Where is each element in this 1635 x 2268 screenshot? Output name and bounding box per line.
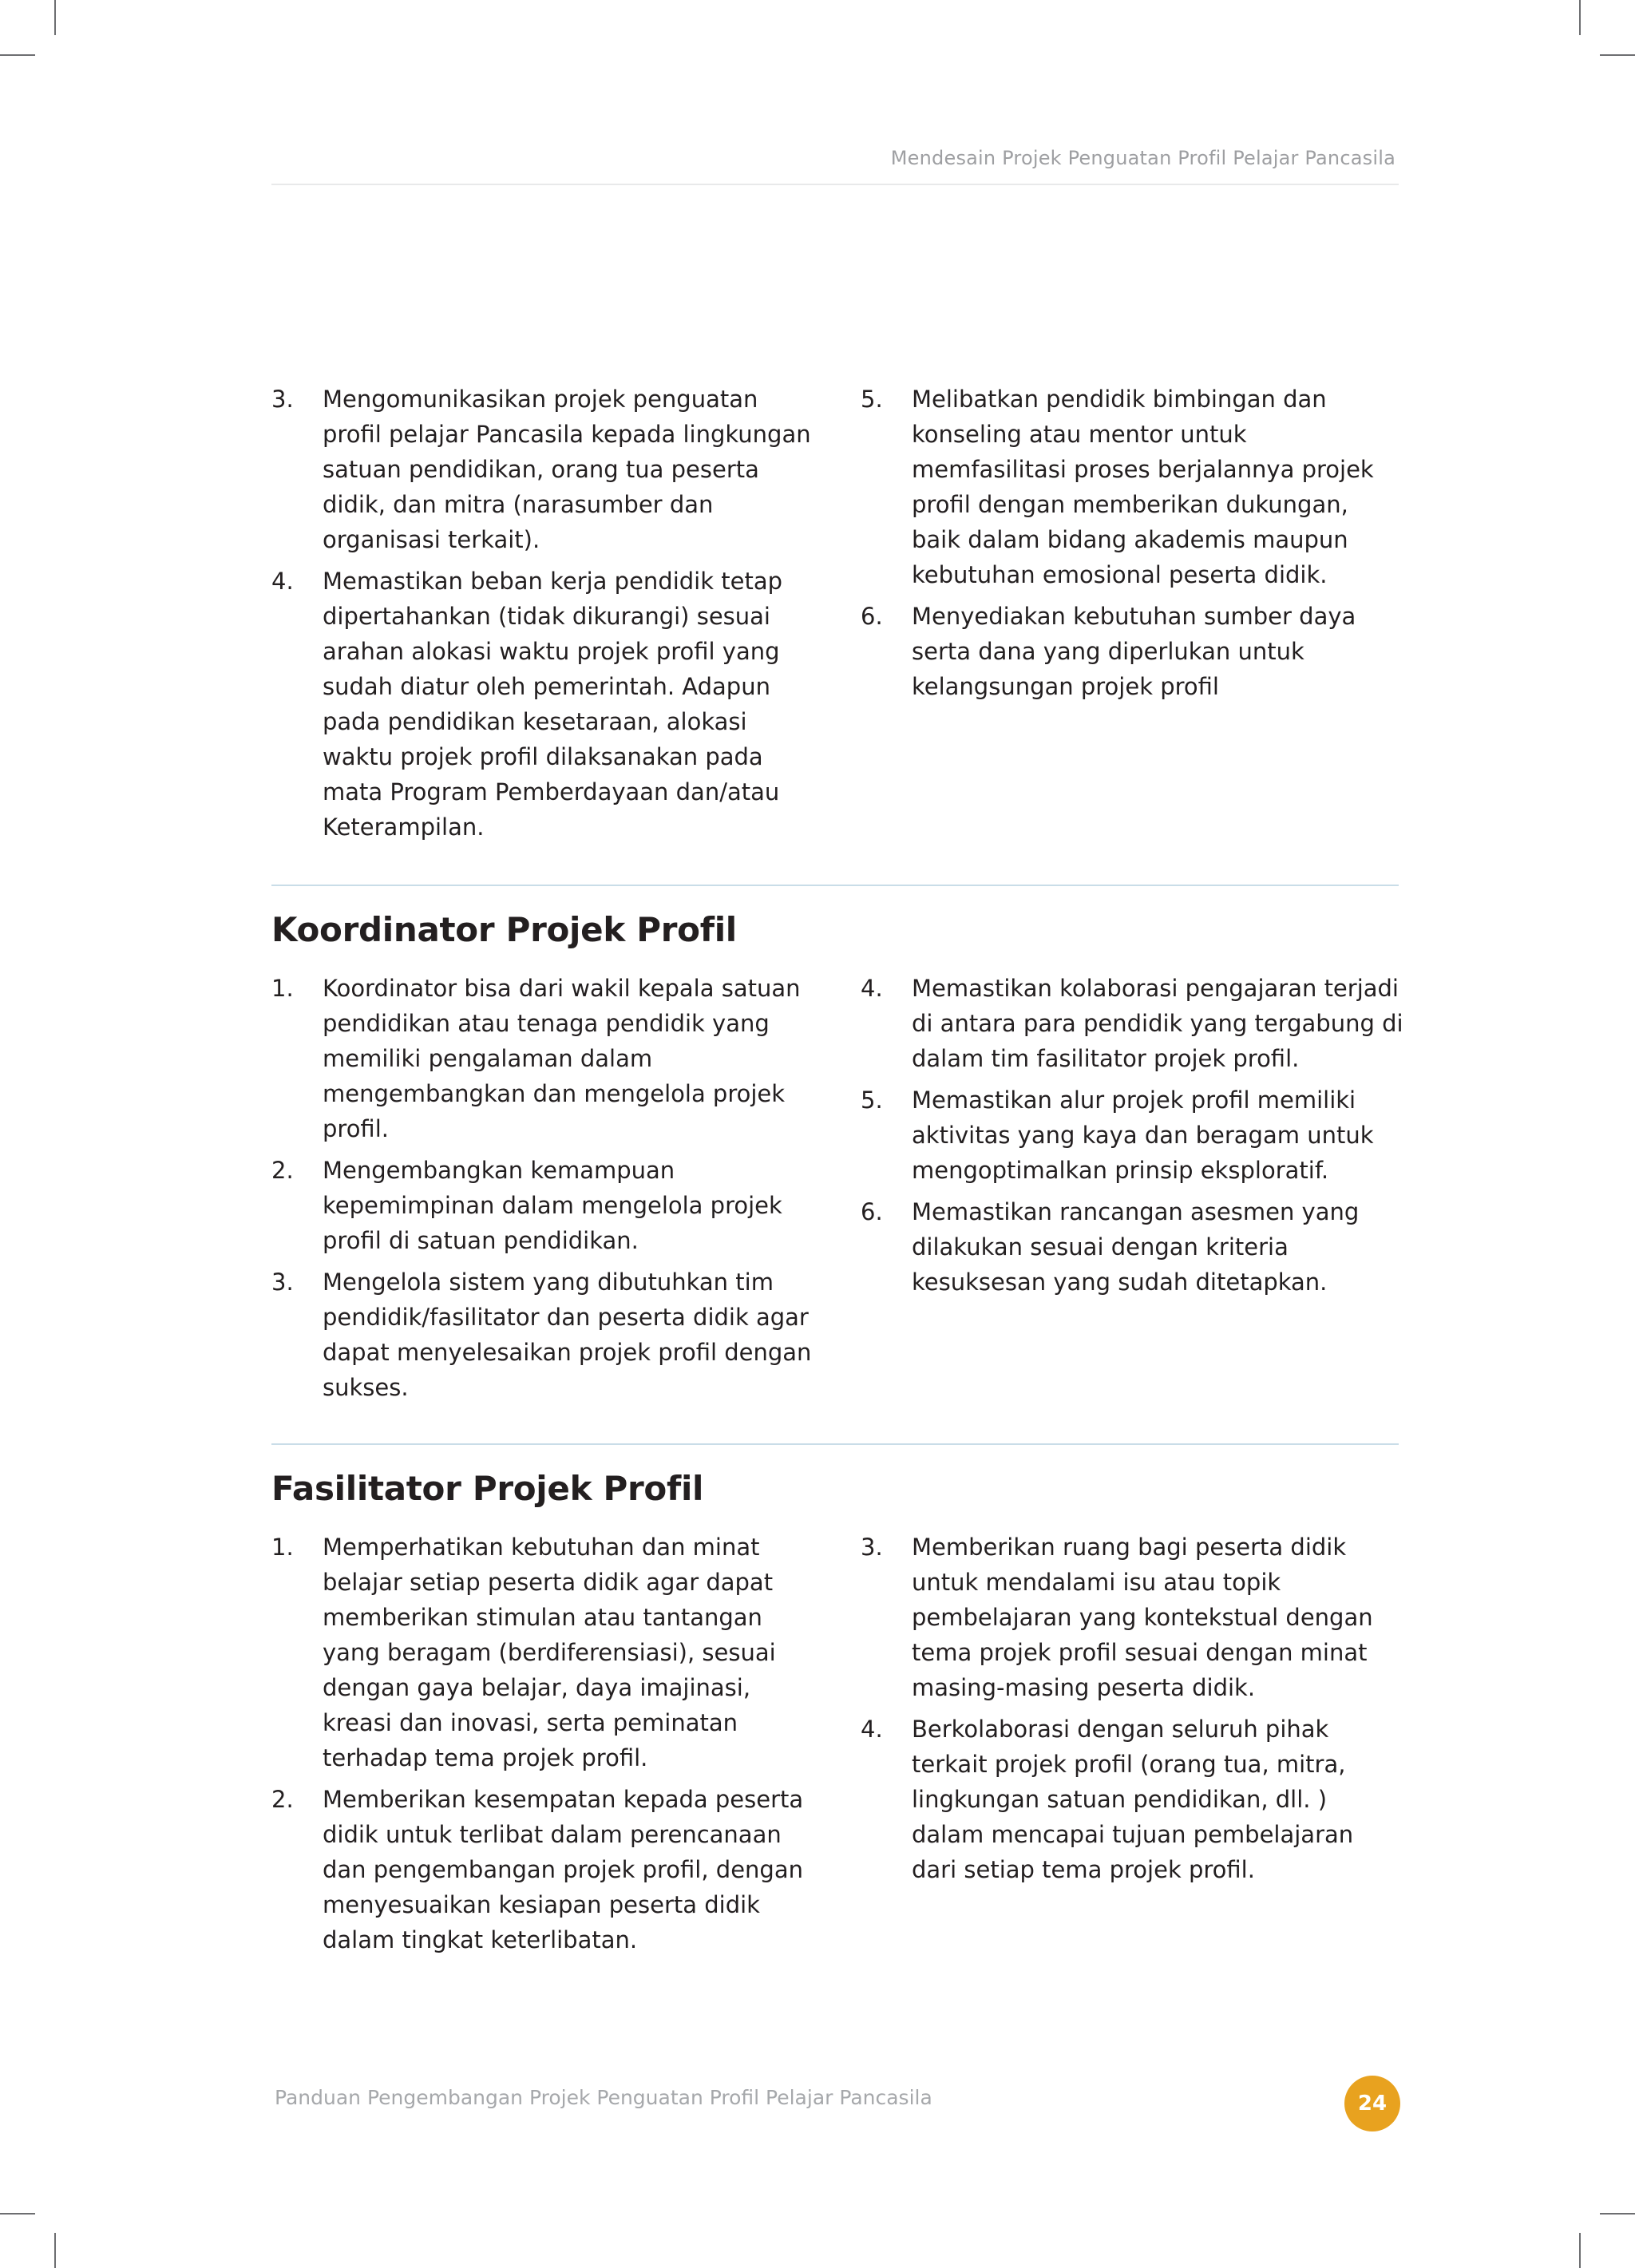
koordinator-left-list (271, 971, 814, 1411)
fasilitator-right-list (861, 1530, 1403, 1894)
fasilitator-left-list (271, 1530, 814, 1964)
crop-mark (1600, 54, 1635, 56)
list-item (861, 1530, 1403, 1705)
list-item-text: Berkolaborasi dengan seluruh pihak terkait projek profil (orang tua, mitra, lingkungan satuan pendidikan, dll. ) dalam mencapai tujuan pembelajaran dari setiap tema projek profil. (912, 1716, 1354, 1883)
crop-mark (0, 54, 35, 56)
list-item-number: 3. (271, 1269, 294, 1296)
section-divider (271, 885, 1399, 886)
list-item (861, 971, 1403, 1076)
list-item-number: 2. (271, 1786, 294, 1813)
crop-mark (1579, 0, 1581, 35)
crop-mark (1579, 2233, 1581, 2268)
list-item-text: Memberikan kesempatan kepada peserta didik untuk terlibat dalam perencanaan dan pengembangan projek profil, dengan menyesuaikan kesiapan peserta didik dalam tingkat keterlibatan. (323, 1786, 804, 1953)
koordinator-right-list (861, 971, 1403, 1306)
section-divider (271, 1443, 1399, 1445)
list-item (271, 1153, 814, 1258)
list-item (271, 1530, 814, 1775)
section-title-koordinator: Koordinator Projek Profil (271, 910, 737, 949)
list-item-text: Memastikan rancangan asesmen yang dilakukan sesuai dengan kriteria kesuksesan yang sudah ditetapkan. (912, 1198, 1360, 1296)
list-item-number: 5. (861, 386, 883, 413)
crop-mark (1600, 2213, 1635, 2215)
list-item-text: Memastikan alur projek profil memiliki aktivitas yang kaya dan beragam untuk mengoptimalkan prinsip eksploratif. (912, 1087, 1374, 1184)
list-item-number: 4. (861, 975, 883, 1002)
list-item-number: 4. (271, 568, 294, 595)
list-item-text: Memperhatikan kebutuhan dan minat belajar setiap peserta didik agar dapat memberikan stimulan atau tantangan yang beragam (berdiferensiasi), sesuai dengan gaya belajar, daya imajinasi, kreasi dan inovasi, serta peminatan terhadap tema projek profil. (323, 1534, 776, 1771)
list-item-text: Koordinator bisa dari wakil kepala satuan pendidikan atau tenaga pendidik yang memiliki pengalaman dalam mengembangkan dan mengelola projek profil. (323, 975, 801, 1142)
list-item-number: 3. (271, 386, 294, 413)
list-item (271, 971, 814, 1146)
list-item (861, 1083, 1403, 1188)
intro-left-list (271, 382, 814, 851)
list-item (861, 1194, 1403, 1300)
list-item-number: 1. (271, 975, 294, 1002)
list-item (861, 599, 1403, 704)
list-item-text: Mengembangkan kemampuan kepemimpinan dalam mengelola projek profil di satuan pendidikan. (323, 1157, 782, 1254)
page-number-badge: 24 (1344, 2076, 1400, 2131)
list-item-number: 2. (271, 1157, 294, 1184)
list-item-text: Menyediakan kebutuhan sumber daya serta dana yang diperlukan untuk kelangsungan projek profil (912, 603, 1356, 700)
crop-mark (54, 0, 56, 35)
list-item (271, 1265, 814, 1405)
running-header: Mendesain Projek Penguatan Profil Pelajar Pancasila (890, 147, 1395, 169)
list-item (271, 564, 814, 845)
list-item-text: Mengomunikasikan projek penguatan profil pelajar Pancasila kepada lingkungan satuan pendidikan, orang tua peserta didik, dan mitra (narasumber dan organisasi terkait). (323, 386, 811, 553)
list-item (271, 1782, 814, 1957)
list-item-text: Memastikan kolaborasi pengajaran terjadi di antara para pendidik yang tergabung di dalam tim fasilitator projek profil. (912, 975, 1403, 1072)
header-rule (271, 184, 1399, 185)
list-item-number: 5. (861, 1087, 883, 1114)
crop-mark (0, 2213, 35, 2215)
list-item-number: 6. (861, 1198, 883, 1225)
list-item-text: Melibatkan pendidik bimbingan dan konseling atau mentor untuk memfasilitasi proses berjalannya projek profil dengan memberikan dukungan, baik dalam bidang akademis maupun kebutuhan emosional peserta didik. (912, 386, 1374, 588)
footer-book-title: Panduan Pengembangan Projek Penguatan Profil Pelajar Pancasila (275, 2086, 932, 2109)
list-item-number: 6. (861, 603, 883, 630)
list-item (861, 382, 1403, 592)
list-item-text: Memastikan beban kerja pendidik tetap dipertahankan (tidak dikurangi) sesuai arahan alokasi waktu projek profil yang sudah diatur oleh pemerintah. Adapun pada pendidikan kesetaraan, alokasi waktu projek profil dilaksanakan pada mata Program Pemberdayaan dan/atau Keterampilan. (323, 568, 783, 841)
list-item (271, 382, 814, 557)
list-item-number: 4. (861, 1716, 883, 1743)
list-item-number: 1. (271, 1534, 294, 1561)
intro-right-list (861, 382, 1403, 710)
list-item-text: Mengelola sistem yang dibutuhkan tim pendidik/fasilitator dan peserta didik agar dapat menyelesaikan projek profil dengan sukses. (323, 1269, 812, 1401)
crop-mark (54, 2233, 56, 2268)
list-item (861, 1712, 1403, 1887)
list-item-text: Memberikan ruang bagi peserta didik untuk mendalami isu atau topik pembelajaran yang kontekstual dengan tema projek profil sesuai dengan minat masing-masing peserta didik. (912, 1534, 1373, 1701)
section-title-fasilitator: Fasilitator Projek Profil (271, 1469, 704, 1508)
list-item-number: 3. (861, 1534, 883, 1561)
